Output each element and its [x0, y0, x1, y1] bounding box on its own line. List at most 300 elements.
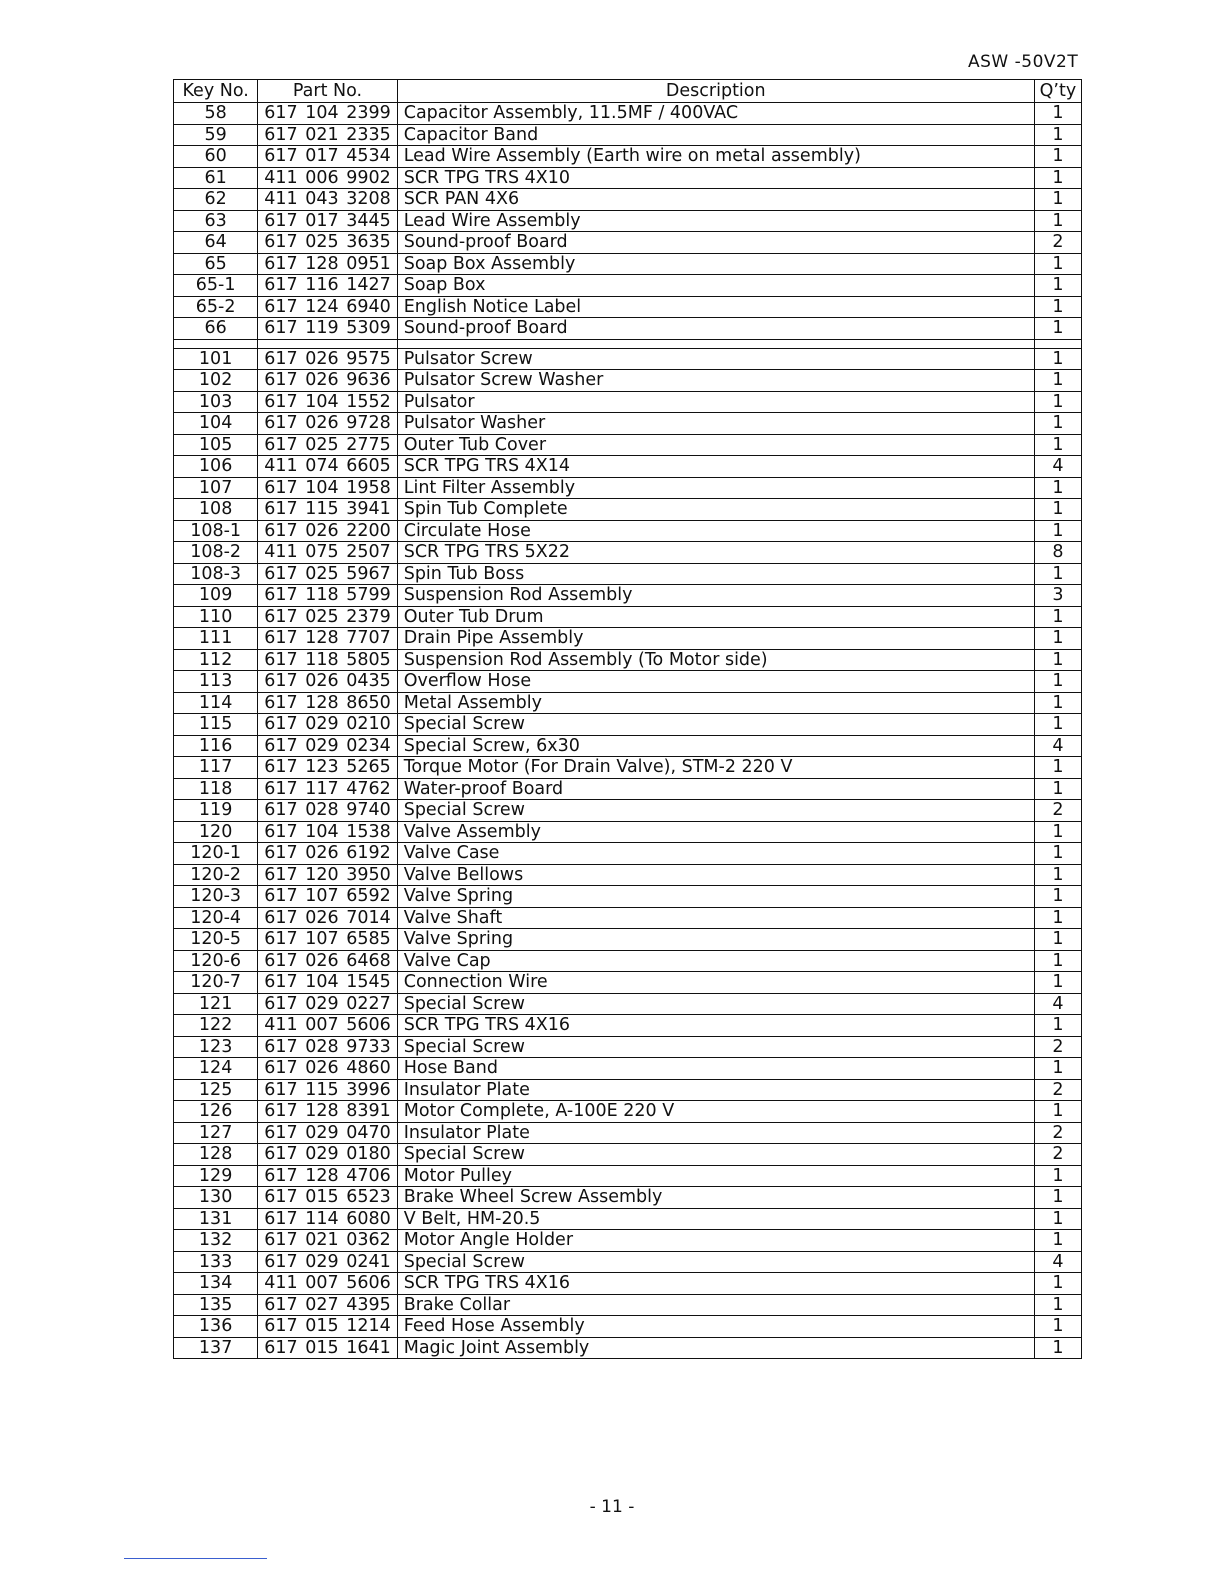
part-no-cell: 617 119 5309: [258, 318, 397, 340]
table-row: [174, 232, 1082, 254]
table-row: [174, 714, 1082, 736]
key-no-cell: 65: [174, 253, 258, 275]
quantity-cell: 1: [1034, 714, 1081, 736]
spacer-row: [174, 339, 1082, 348]
header-description: Description: [397, 80, 1034, 103]
part-no-cell: 617 117 4762: [258, 778, 397, 800]
table-row: [174, 1122, 1082, 1144]
part-no-cell: 617 017 4534: [258, 146, 397, 168]
table-row: [174, 1101, 1082, 1123]
part-no-cell: 617 029 0234: [258, 735, 397, 757]
part-no-cell: 617 104 2399: [258, 103, 397, 125]
key-no-cell: 134: [174, 1273, 258, 1295]
description-cell: Valve Bellows: [397, 864, 1034, 886]
description-cell: Special Screw: [397, 1144, 1034, 1166]
quantity-cell: 1: [1034, 1058, 1081, 1080]
key-no-cell: 120: [174, 821, 258, 843]
key-no-cell: 60: [174, 146, 258, 168]
description-cell: Feed Hose Assembly: [397, 1316, 1034, 1338]
quantity-cell: 1: [1034, 692, 1081, 714]
quantity-cell: 4: [1034, 1251, 1081, 1273]
description-cell: Insulator Plate: [397, 1079, 1034, 1101]
quantity-cell: 2: [1034, 1144, 1081, 1166]
table-row: [174, 1294, 1082, 1316]
key-no-cell: 106: [174, 456, 258, 478]
part-no-cell: 617 115 3941: [258, 499, 397, 521]
table-row: [174, 800, 1082, 822]
part-no-cell: 617 115 3996: [258, 1079, 397, 1101]
description-cell: Insulator Plate: [397, 1122, 1034, 1144]
header-quantity: Q’ty: [1034, 80, 1081, 103]
table-row: [174, 391, 1082, 413]
part-no-cell: 617 026 0435: [258, 671, 397, 693]
part-no-cell: 411 007 5606: [258, 1273, 397, 1295]
description-cell: Pulsator Washer: [397, 413, 1034, 435]
key-no-cell: 61: [174, 167, 258, 189]
table-row: [174, 585, 1082, 607]
table-row: [174, 253, 1082, 275]
description-cell: Special Screw, 6x30: [397, 735, 1034, 757]
table-row: [174, 606, 1082, 628]
part-no-cell: 617 026 9636: [258, 370, 397, 392]
key-no-cell: 104: [174, 413, 258, 435]
table-row: [174, 649, 1082, 671]
quantity-cell: 1: [1034, 167, 1081, 189]
table-row: [174, 542, 1082, 564]
quantity-cell: 1: [1034, 253, 1081, 275]
quantity-cell: 1: [1034, 348, 1081, 370]
spacer-cell: [1034, 339, 1081, 348]
key-no-cell: 62: [174, 189, 258, 211]
table-row: [174, 1036, 1082, 1058]
quantity-cell: 4: [1034, 735, 1081, 757]
part-no-cell: 617 107 6592: [258, 886, 397, 908]
part-no-cell: 617 123 5265: [258, 757, 397, 779]
table-row: [174, 907, 1082, 929]
quantity-cell: 2: [1034, 800, 1081, 822]
key-no-cell: 65-2: [174, 296, 258, 318]
key-no-cell: 127: [174, 1122, 258, 1144]
description-cell: SCR TPG TRS 4X16: [397, 1273, 1034, 1295]
description-cell: SCR TPG TRS 5X22: [397, 542, 1034, 564]
key-no-cell: 109: [174, 585, 258, 607]
table-row: [174, 929, 1082, 951]
key-no-cell: 66: [174, 318, 258, 340]
quantity-cell: 4: [1034, 993, 1081, 1015]
quantity-cell: 1: [1034, 318, 1081, 340]
key-no-cell: 121: [174, 993, 258, 1015]
group-separator: [174, 339, 1082, 348]
quantity-cell: 1: [1034, 606, 1081, 628]
quantity-cell: 1: [1034, 1165, 1081, 1187]
quantity-cell: 2: [1034, 1122, 1081, 1144]
table-row: [174, 1079, 1082, 1101]
part-no-cell: 411 074 6605: [258, 456, 397, 478]
part-no-cell: 411 075 2507: [258, 542, 397, 564]
quantity-cell: 1: [1034, 1015, 1081, 1037]
part-no-cell: 617 021 2335: [258, 124, 397, 146]
description-cell: Special Screw: [397, 1036, 1034, 1058]
table-row: [174, 692, 1082, 714]
key-no-cell: 130: [174, 1187, 258, 1209]
key-no-cell: 126: [174, 1101, 258, 1123]
description-cell: Pulsator: [397, 391, 1034, 413]
table-row: [174, 757, 1082, 779]
table-row: [174, 563, 1082, 585]
key-no-cell: 65-1: [174, 275, 258, 297]
quantity-cell: 3: [1034, 585, 1081, 607]
quantity-cell: 1: [1034, 1316, 1081, 1338]
key-no-cell: 124: [174, 1058, 258, 1080]
header-part-no: Part No.: [258, 80, 397, 103]
table-row: [174, 146, 1082, 168]
quantity-cell: 1: [1034, 886, 1081, 908]
key-no-cell: 122: [174, 1015, 258, 1037]
description-cell: Circulate Hose: [397, 520, 1034, 542]
table-row: [174, 628, 1082, 650]
part-no-cell: 617 128 7707: [258, 628, 397, 650]
description-cell: Valve Spring: [397, 886, 1034, 908]
part-no-cell: 617 116 1427: [258, 275, 397, 297]
description-cell: Brake Collar: [397, 1294, 1034, 1316]
table-row: [174, 167, 1082, 189]
part-no-cell: 617 026 4860: [258, 1058, 397, 1080]
key-no-cell: 120-5: [174, 929, 258, 951]
description-cell: Spin Tub Boss: [397, 563, 1034, 585]
description-cell: Magic Joint Assembly: [397, 1337, 1034, 1359]
description-cell: V Belt, HM-20.5: [397, 1208, 1034, 1230]
key-no-cell: 58: [174, 103, 258, 125]
description-cell: Motor Complete, A-100E 220 V: [397, 1101, 1034, 1123]
table-row: [174, 1273, 1082, 1295]
description-cell: Valve Assembly: [397, 821, 1034, 843]
quantity-cell: 1: [1034, 671, 1081, 693]
quantity-cell: 1: [1034, 124, 1081, 146]
table-row: [174, 864, 1082, 886]
table-row: [174, 520, 1082, 542]
key-no-cell: 120-6: [174, 950, 258, 972]
part-no-cell: 617 025 5967: [258, 563, 397, 585]
description-cell: Pulsator Screw: [397, 348, 1034, 370]
key-no-cell: 107: [174, 477, 258, 499]
table-row: [174, 778, 1082, 800]
quantity-cell: 1: [1034, 370, 1081, 392]
description-cell: English Notice Label: [397, 296, 1034, 318]
table-row: [174, 843, 1082, 865]
table-row: [174, 413, 1082, 435]
table-row: [174, 1316, 1082, 1338]
key-no-cell: 108-2: [174, 542, 258, 564]
quantity-cell: 1: [1034, 434, 1081, 456]
quantity-cell: 1: [1034, 413, 1081, 435]
key-no-cell: 64: [174, 232, 258, 254]
part-no-cell: 617 029 0210: [258, 714, 397, 736]
quantity-cell: 2: [1034, 232, 1081, 254]
quantity-cell: 1: [1034, 1273, 1081, 1295]
key-no-cell: 137: [174, 1337, 258, 1359]
description-cell: Suspension Rod Assembly (To Motor side): [397, 649, 1034, 671]
key-no-cell: 120-7: [174, 972, 258, 994]
key-no-cell: 108: [174, 499, 258, 521]
part-no-cell: 617 114 6080: [258, 1208, 397, 1230]
footer-rule: [124, 1558, 267, 1559]
part-no-cell: 617 026 6468: [258, 950, 397, 972]
table-row: [174, 296, 1082, 318]
part-no-cell: 617 028 9740: [258, 800, 397, 822]
quantity-cell: 1: [1034, 778, 1081, 800]
description-cell: Capacitor Assembly, 11.5MF / 400VAC: [397, 103, 1034, 125]
description-cell: Water-proof Board: [397, 778, 1034, 800]
part-no-cell: 617 026 7014: [258, 907, 397, 929]
quantity-cell: 1: [1034, 477, 1081, 499]
part-no-cell: 617 107 6585: [258, 929, 397, 951]
model-code: ASW -50V2T: [968, 52, 1079, 72]
part-no-cell: 617 028 9733: [258, 1036, 397, 1058]
table-row: [174, 671, 1082, 693]
spacer-cell: [397, 339, 1034, 348]
part-no-cell: 617 026 9728: [258, 413, 397, 435]
part-no-cell: 617 118 5805: [258, 649, 397, 671]
key-no-cell: 118: [174, 778, 258, 800]
description-cell: Valve Shaft: [397, 907, 1034, 929]
part-no-cell: 617 015 6523: [258, 1187, 397, 1209]
description-cell: Outer Tub Cover: [397, 434, 1034, 456]
quantity-cell: 1: [1034, 1208, 1081, 1230]
description-cell: Lint Filter Assembly: [397, 477, 1034, 499]
table-row: [174, 821, 1082, 843]
table-row: [174, 1015, 1082, 1037]
description-cell: Metal Assembly: [397, 692, 1034, 714]
quantity-cell: 1: [1034, 843, 1081, 865]
part-no-cell: 617 104 1552: [258, 391, 397, 413]
quantity-cell: 1: [1034, 275, 1081, 297]
part-no-cell: 617 025 2775: [258, 434, 397, 456]
part-no-cell: 617 120 3950: [258, 864, 397, 886]
key-no-cell: 136: [174, 1316, 258, 1338]
table-row: [174, 348, 1082, 370]
table-row: [174, 1187, 1082, 1209]
key-no-cell: 120-1: [174, 843, 258, 865]
part-no-cell: 617 124 6940: [258, 296, 397, 318]
description-cell: Valve Spring: [397, 929, 1034, 951]
key-no-cell: 131: [174, 1208, 258, 1230]
table-row: [174, 434, 1082, 456]
description-cell: Sound-proof Board: [397, 318, 1034, 340]
table-row: [174, 370, 1082, 392]
description-cell: Pulsator Screw Washer: [397, 370, 1034, 392]
part-no-cell: 617 118 5799: [258, 585, 397, 607]
key-no-cell: 105: [174, 434, 258, 456]
quantity-cell: 1: [1034, 821, 1081, 843]
table-row: [174, 456, 1082, 478]
table-row: [174, 735, 1082, 757]
part-no-cell: 411 043 3208: [258, 189, 397, 211]
description-cell: Connection Wire: [397, 972, 1034, 994]
key-no-cell: 101: [174, 348, 258, 370]
description-cell: Drain Pipe Assembly: [397, 628, 1034, 650]
part-no-cell: 617 128 0951: [258, 253, 397, 275]
table-row: [174, 1251, 1082, 1273]
key-no-cell: 117: [174, 757, 258, 779]
quantity-cell: 1: [1034, 1101, 1081, 1123]
spacer-cell: [258, 339, 397, 348]
table-row: [174, 318, 1082, 340]
key-no-cell: 103: [174, 391, 258, 413]
quantity-cell: 1: [1034, 972, 1081, 994]
table-row: [174, 499, 1082, 521]
key-no-cell: 108-3: [174, 563, 258, 585]
description-cell: Special Screw: [397, 714, 1034, 736]
table-row: [174, 993, 1082, 1015]
key-no-cell: 111: [174, 628, 258, 650]
table-row: [174, 1208, 1082, 1230]
key-no-cell: 108-1: [174, 520, 258, 542]
description-cell: Outer Tub Drum: [397, 606, 1034, 628]
part-no-cell: 617 128 8650: [258, 692, 397, 714]
key-no-cell: 119: [174, 800, 258, 822]
description-cell: SCR TPG TRS 4X16: [397, 1015, 1034, 1037]
quantity-cell: 1: [1034, 950, 1081, 972]
table-row: [174, 210, 1082, 232]
key-no-cell: 120-2: [174, 864, 258, 886]
key-no-cell: 133: [174, 1251, 258, 1273]
description-cell: Valve Cap: [397, 950, 1034, 972]
key-no-cell: 116: [174, 735, 258, 757]
key-no-cell: 115: [174, 714, 258, 736]
part-no-cell: 617 029 0241: [258, 1251, 397, 1273]
key-no-cell: 129: [174, 1165, 258, 1187]
quantity-cell: 1: [1034, 907, 1081, 929]
description-cell: Sound-proof Board: [397, 232, 1034, 254]
part-no-cell: 411 007 5606: [258, 1015, 397, 1037]
table-row: [174, 1230, 1082, 1252]
table-header-row: [174, 80, 1082, 103]
description-cell: Soap Box Assembly: [397, 253, 1034, 275]
description-cell: Suspension Rod Assembly: [397, 585, 1034, 607]
description-cell: Torque Motor (For Drain Valve), STM-2 220 V: [397, 757, 1034, 779]
quantity-cell: 1: [1034, 929, 1081, 951]
part-no-cell: 617 015 1641: [258, 1337, 397, 1359]
description-cell: Capacitor Band: [397, 124, 1034, 146]
description-cell: Brake Wheel Screw Assembly: [397, 1187, 1034, 1209]
quantity-cell: 1: [1034, 103, 1081, 125]
part-no-cell: 411 006 9902: [258, 167, 397, 189]
quantity-cell: 1: [1034, 757, 1081, 779]
quantity-cell: 1: [1034, 563, 1081, 585]
key-no-cell: 120-3: [174, 886, 258, 908]
part-no-cell: 617 026 2200: [258, 520, 397, 542]
quantity-cell: 1: [1034, 864, 1081, 886]
description-cell: Special Screw: [397, 993, 1034, 1015]
part-no-cell: 617 029 0470: [258, 1122, 397, 1144]
quantity-cell: 1: [1034, 1294, 1081, 1316]
quantity-cell: 1: [1034, 1187, 1081, 1209]
table-row: [174, 103, 1082, 125]
quantity-cell: 8: [1034, 542, 1081, 564]
quantity-cell: 1: [1034, 520, 1081, 542]
table-row: [174, 950, 1082, 972]
description-cell: Special Screw: [397, 1251, 1034, 1273]
key-no-cell: 114: [174, 692, 258, 714]
part-no-cell: 617 128 4706: [258, 1165, 397, 1187]
part-no-cell: 617 025 3635: [258, 232, 397, 254]
description-cell: Motor Angle Holder: [397, 1230, 1034, 1252]
quantity-cell: 2: [1034, 1036, 1081, 1058]
key-no-cell: 120-4: [174, 907, 258, 929]
table-row: [174, 189, 1082, 211]
quantity-cell: 1: [1034, 189, 1081, 211]
key-no-cell: 128: [174, 1144, 258, 1166]
quantity-cell: 1: [1034, 391, 1081, 413]
key-no-cell: 112: [174, 649, 258, 671]
quantity-cell: 1: [1034, 146, 1081, 168]
description-cell: Motor Pulley: [397, 1165, 1034, 1187]
key-no-cell: 110: [174, 606, 258, 628]
quantity-cell: 1: [1034, 499, 1081, 521]
quantity-cell: 1: [1034, 1230, 1081, 1252]
key-no-cell: 135: [174, 1294, 258, 1316]
table-row: [174, 972, 1082, 994]
part-no-cell: 617 029 0227: [258, 993, 397, 1015]
quantity-cell: 1: [1034, 210, 1081, 232]
description-cell: SCR PAN 4X6: [397, 189, 1034, 211]
description-cell: Soap Box: [397, 275, 1034, 297]
table-row: [174, 124, 1082, 146]
key-no-cell: 132: [174, 1230, 258, 1252]
table-row: [174, 1058, 1082, 1080]
page-number: - 11 -: [589, 1497, 635, 1517]
key-no-cell: 63: [174, 210, 258, 232]
table-row: [174, 477, 1082, 499]
parts-rows-group-2: [174, 348, 1082, 1359]
description-cell: SCR TPG TRS 4X10: [397, 167, 1034, 189]
quantity-cell: 1: [1034, 296, 1081, 318]
key-no-cell: 59: [174, 124, 258, 146]
part-no-cell: 617 104 1545: [258, 972, 397, 994]
description-cell: Lead Wire Assembly: [397, 210, 1034, 232]
table-row: [174, 275, 1082, 297]
key-no-cell: 102: [174, 370, 258, 392]
part-no-cell: 617 104 1538: [258, 821, 397, 843]
header-key-no: Key No.: [174, 80, 258, 103]
description-cell: Valve Case: [397, 843, 1034, 865]
part-no-cell: 617 128 8391: [258, 1101, 397, 1123]
part-no-cell: 617 029 0180: [258, 1144, 397, 1166]
description-cell: Special Screw: [397, 800, 1034, 822]
part-no-cell: 617 017 3445: [258, 210, 397, 232]
key-no-cell: 123: [174, 1036, 258, 1058]
table-row: [174, 1337, 1082, 1359]
part-no-cell: 617 015 1214: [258, 1316, 397, 1338]
quantity-cell: 1: [1034, 1337, 1081, 1359]
parts-rows-group-1: [174, 103, 1082, 340]
description-cell: Spin Tub Complete: [397, 499, 1034, 521]
key-no-cell: 125: [174, 1079, 258, 1101]
part-no-cell: 617 026 9575: [258, 348, 397, 370]
quantity-cell: 2: [1034, 1079, 1081, 1101]
description-cell: Overflow Hose: [397, 671, 1034, 693]
part-no-cell: 617 026 6192: [258, 843, 397, 865]
parts-list-table: [173, 79, 1082, 1359]
table-row: [174, 1144, 1082, 1166]
description-cell: Hose Band: [397, 1058, 1034, 1080]
table-row: [174, 886, 1082, 908]
description-cell: SCR TPG TRS 4X14: [397, 456, 1034, 478]
part-no-cell: 617 027 4395: [258, 1294, 397, 1316]
key-no-cell: 113: [174, 671, 258, 693]
quantity-cell: 1: [1034, 649, 1081, 671]
part-no-cell: 617 104 1958: [258, 477, 397, 499]
